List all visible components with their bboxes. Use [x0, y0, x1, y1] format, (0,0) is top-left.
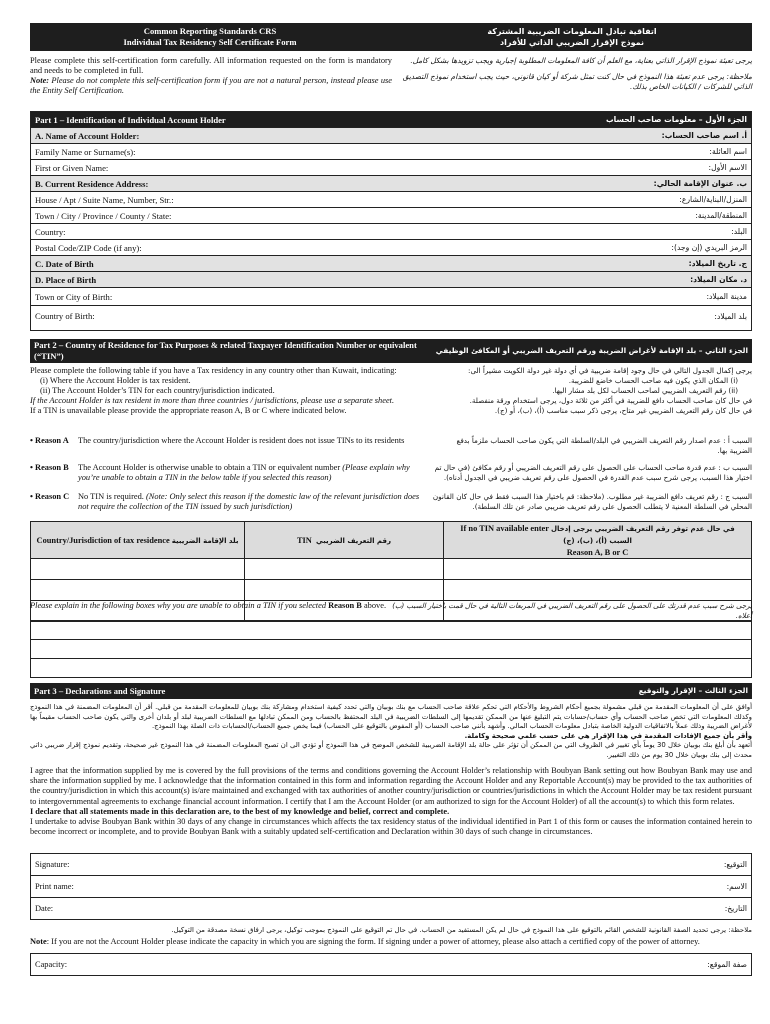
reason-b-explain-ar: يرجى شرح سبب عدم قدرتك على الحصول على رقم التعريف الضريبي في المربعات التالية في حال قمت باختيار السبب (ب) أعلاه. [392, 602, 752, 620]
explain-row[interactable] [31, 621, 752, 640]
reason-c-ar: السبب ج : رقم تعريف دافع الضريبة غير مطلوب. (ملاحظة: قم باختيار هذا السبب فقط في حال كان القانون المحلي في السلطة المعنية لا يتطلب الحصول على رقم تعريف ضريبي صادر عن تلك السلطة). [432, 492, 752, 511]
reason-a: • Reason A The country/jurisdiction where the Account Holder is resident does not issue TINs to its residents [30, 436, 405, 445]
form-header [30, 23, 752, 51]
signature-table [30, 853, 752, 920]
reason-c: • Reason C No TIN is required. (Note: Only select this reason if the domestic law of the relevant jurisdiction does not require the collection of the TIN issued by such jurisdiction) [30, 492, 420, 511]
name-section-header: A. Name of Account Holder: أ. اسم صاحب الحساب: [31, 128, 751, 144]
postal-code-field[interactable]: Postal Code/ZIP Code (if any): الرمز البريدي (إن وجد): [31, 240, 751, 256]
country-field[interactable]: Country: البلد: [31, 224, 751, 240]
part2-title: Part 2 – Country of Residence for Tax Purposes & related Taxpayer Identification Number or equivalent (“TIN”) الجزء الثاني – بلد الإقامة لأغراض الضريبة ورقم التعريف الضريبي أو المكافئ الوظيفي [30, 339, 752, 363]
capacity-table [30, 953, 752, 976]
country-of-birth-field[interactable]: Country of Birth: بلد الميلاد: [35, 311, 747, 321]
part1-section [30, 111, 752, 331]
col-reason-header: If no TIN available enter في حال عدم توفر رقم التعريف الضريبي يرجى إدخال السبب (أ)، (ب)، (ج) Reason A, B or C [444, 522, 752, 559]
reason-b-ar: السبب ب : عدم قدرة صاحب الحساب على الحصول على رقم التعريف الضريبي أو رقم مكافئ (في حال تم اختيار هذا السبب، يرجى شرح سبب عدم القدرة في الحصول على رقم تعريف ضريبي في الجدول أدناه). [434, 463, 752, 482]
date-of-birth-field[interactable]: C. Date of Birth ج. تاريخ الميلاد: [31, 256, 751, 272]
date-field[interactable]: Date: التاريخ: [31, 898, 752, 920]
reason-b-explain-en: Please explain in the following boxes why you are unable to obtain a TIN if you selected Reason B above. [30, 601, 387, 610]
town-of-birth-field[interactable]: Town or City of Birth: مدينة الميلاد: [31, 288, 751, 306]
header-title-en: Common Reporting Standards CRS Individual Tax Residency Self Certificate Form [123, 26, 297, 47]
reason-b: • Reason B The Account Holder is otherwise unable to obtain a TIN or equivalent number (Please explain why you’re unable to obtain a TIN in the below table if you selected this reason) [30, 463, 410, 482]
part2-intro-en: Please complete the following table if you have a Tax residency in any country other than Kuwait, indicating: (i) Where the Account Holder is tax resident. (ii) The Account Holder’s TIN for each country/jurisdiction indicated. If the Account Holder is tax resident in more than three countries / jurisdictions, please use a separate sheet. If a TIN is unavailable please provide the appropriate reason A, B or C where indicated below. [30, 366, 397, 415]
capacity-note-en: Note: If you are not the Account Holder please indicate the capacity in which you are signing the form. If signing under a power of attorney, please also attach a certified copy of the power of attorney. [30, 937, 700, 946]
family-name-field[interactable]: Family Name or Surname(s): اسم العائلة: [31, 144, 751, 160]
signature-field[interactable]: Signature: التوقيع: [31, 854, 752, 876]
col-tin-header: TIN رقم التعريف الضريبي [245, 522, 444, 559]
intro-en: Please complete this self-certification form carefully. All information requested on the form is mandatory and needs to be completed in full. Note: Please do not complete this self-certification form if you are not a natural person, instead please use the Entity Self Certification. [30, 56, 392, 95]
header-title-ar: اتفاقية تبادل المعلومات الضريبية المشتركة نموذج الإقرار الضريبي الذاتي للأفراد [487, 27, 657, 47]
capacity-field[interactable]: Capacity: صفة الموقع: [31, 954, 752, 976]
part1-title: Part 1 – Identification of Individual Account Holder الجزء الأول – معلومات صاحب الحساب [31, 112, 751, 128]
part3-title: Part 3 – Declarations and Signature الجزء الثالث – الإقرار والتوقيع [30, 683, 752, 699]
address-section-header: B. Current Residence Address: ب. عنوان الإقامة الحالي: [31, 176, 751, 192]
first-name-field[interactable]: First or Given Name: الاسم الأول: [31, 160, 751, 176]
print-name-field[interactable]: Print name: الاسم: [31, 876, 752, 898]
place-of-birth-header: D. Place of Birth د. مكان الميلاد: [31, 272, 751, 288]
part3-declaration-ar: أوافق على أن المعلومات المقدمة من قبلي مشمولة بجميع أحكام الشروط والأحكام التي تحكم علاقة صاحب الحساب مع بنك بوبيان والتي تحدد كيفية استخدام ومشاركة بنك بوبيان للمعلومات المقدمة من قبلي. أقر أن المعلومات المضمنة في هذا النموذج وكذلك المعلومات التي تخص صاحب الحساب وأي حساب/حسابات يتم التبليغ عنها من الممكن تقديمها إلى السلطات الضريبية في البلد المحتفظ بالحساب ومن الممكن تبادلها مع السلطات الضريبية لبلد أو بلدان أخرى والتي يكون صاحب الحساب مقيماً بها لأغراض الضريبة وذلك عملاً بالاتفاقيات الدولية الخاصة بتبادل معلومات الحساب المالي. وأشهد بأنني صاحب الحساب (أو المفوض بالتوقيع على الحساب) فيما يخص جميع الحساب/الحسابات ذات الصلة بهذا النموذج. وأقر بأن جميع الإفادات المقدمة في هذا الإقرار هي على حسب علمي صحيحة وكاملة. أتعهد بأن أبلغ بنك بوبيان خلال 30 يوماً بأي تغيير في الظروف التي من الممكن أن تؤثر على حالة بلد الإقامة الضريبية للشخص الموضح في هذا النموذج أو تؤدي الى ان تصبح المعلومات المضمنة في هذا النموذج غير صحيحة، وتقديم نموذج إقرار ضريبي ذاتي محدث إلى بنك بوبيان خلال 30 يوم من ذلك التغيير. [30, 703, 752, 759]
town-field[interactable]: Town / City / Province / County / State: المنطقة/المدينة: [31, 208, 751, 224]
tin-table-row[interactable] [31, 559, 752, 580]
intro-ar: يرجى تعبئة نموذج الإقرار الذاتي بعناية، مع العلم أن كافة المعلومات المطلوبة إجبارية ويجب تزويدها بشكل كامل. ملاحظة: يرجى عدم تعبئة هذا النموذج في حال كنت تمثل شركة أو كيان قانوني، حيث يجب استخدام نموذج التصديق الذاتي للشركات / الكيانات الخاص بذلك. [402, 56, 752, 91]
reason-b-explain-table [30, 620, 752, 678]
capacity-note-ar: ملاحظة: يرجى تحديد الصفة القانونية للشخص القائم بالتوقيع على هذا النموذج في حال لم يكن المستفيد من الحساب. في حال تم التوقيع على النموذج بموجب توكيل، يرجى ارفاق نسخة مصدقة من التوكيل. [171, 926, 752, 934]
reason-a-ar: السبب أ : عدم اصدار رقم التعريف الضريبي في البلد/السلطة التي يكون صاحب الحساب ملزماً بدفع الضريبة بها. [456, 436, 752, 455]
explain-row[interactable] [31, 640, 752, 659]
explain-row[interactable] [31, 659, 752, 678]
house-field[interactable]: House / Apt / Suite Name, Number, Str.: المنزل/البناية/الشارع: [31, 192, 751, 208]
tin-table-header [31, 522, 752, 559]
col-country-header: Country/Jurisdiction of tax residence بلد الإقامة الضريبية [31, 522, 245, 559]
part3-declaration-en: I agree that the information supplied by me is covered by the full provisions of the terms and conditions governing the Account Holder’s relationship with Boubyan Bank setting out how Boubyan Bank may use and share the information supplied by me. I acknowledge that the information contained in this form and information regarding the Account Holder and any Reportable Account(s) may be provided to the tax authorities of the country/jurisdiction in which this account(s) is/are maintained and exchanged with tax authorities of another country/jurisdiction or countries/jurisdictions in which the Account Holder may be tax resident pursuant to intergovernmental agreements to exchange financial account information. I certify that I am the Account Holder (or am authorized to sign for the Account Holder) of all the account(s) to which this form relates. I declare that all statements made in this declaration are, to the best of my knowledge and belief, correct and complete. I undertake to advise Boubyan Bank within 30 days of any change in circumstances which affects the tax residency status of the individual identified in Part 1 of this form or causes the information contained herein to become incorrect or incomplete, and to provide Boubyan Bank with a suitably updated self-certification and Declaration within 30 days of such change in circumstances. [30, 766, 752, 837]
tin-table-row[interactable] [31, 580, 752, 601]
part2-intro-ar: يرجى إكمال الجدول التالي في حال وجود إقامة ضريبية في أي دولة غير دولة الكويت مشيراً الى: (i) المكان الذي يكون فيه صاحب الحساب خاضع للضريبة. (ii) رقم التعريف الضريبي لصاحب الحساب لكل بلد مشار اليها. في حال كان صاحب الحساب دافع للضريبة في أكثر من ثلاثة دول، يرجى استخدام ورقة منفصلة. في حال كان رقم التعريف الضريبي غير متاح، يرجى ذكر سبب مناسب (أ)، (ب)، أو (ج). [468, 366, 752, 415]
